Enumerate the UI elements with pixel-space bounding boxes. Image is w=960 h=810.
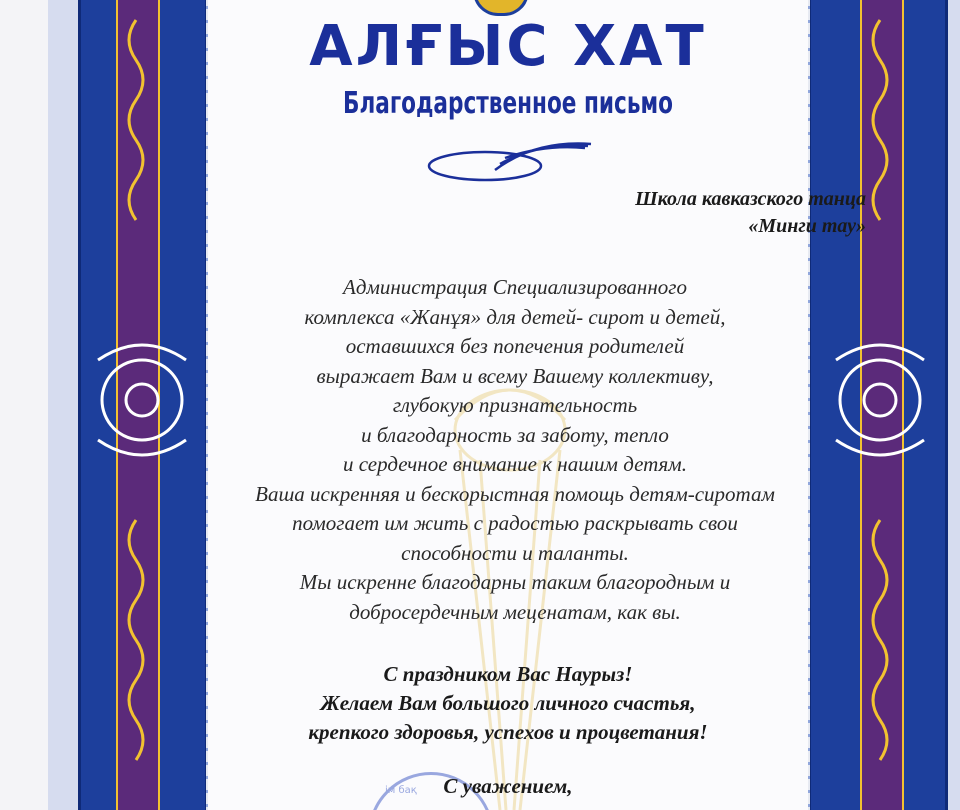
recipient-block — [635, 186, 866, 240]
wishes-line: С праздником Вас Наурыз! — [383, 662, 633, 686]
body-line: и благодарность за заботу, тепло — [361, 422, 669, 447]
ornament-pattern-left — [78, 0, 208, 810]
wishes-line: крепкого здоровья, успехов и процветания! — [308, 720, 708, 744]
body-line: Ваша искренняя и бескорыстная помощь детям-сиротам — [255, 481, 775, 506]
page-title: АЛҒЫС ХАТ — [309, 14, 707, 79]
recipient-line: Школа кавказского танца — [635, 188, 866, 210]
closing-regards: С уважением, — [443, 774, 573, 798]
wishes-line: Желаем Вам большого личного счастья, — [320, 691, 696, 715]
body-line: глубокую признательность — [392, 393, 638, 417]
body-line: Администрация Специализированного — [343, 275, 687, 299]
body-line: Мы искренне благодарны таким благородным и — [299, 570, 731, 594]
stamp-text: ім бақ — [385, 785, 417, 796]
page-edge-right — [948, 0, 960, 810]
page-subtitle: Благодарственное письмо — [343, 86, 673, 121]
body-line: и сердечное внимание к нашим детям. — [343, 452, 687, 476]
body-line: способности и таланты. — [401, 540, 629, 565]
page-edge-left — [48, 0, 78, 810]
body-line: выражает Вам и всему Вашему коллективу, — [316, 363, 714, 388]
body-line: помогает им жить с радостью раскрывать свои — [292, 511, 738, 535]
body-line: комплекса «Жанұя» для детей- сирот и детей, — [304, 304, 726, 329]
holiday-wishes — [208, 660, 808, 747]
body-line: оставшихся без попечения родителей — [345, 334, 685, 358]
swash-ornament-icon — [425, 140, 595, 185]
ornamental-border-left — [78, 0, 208, 810]
body-line: добросердечным меценатам, как вы. — [349, 599, 681, 624]
letter-body — [190, 273, 840, 627]
recipient-line: «Минги тау» — [748, 215, 866, 237]
